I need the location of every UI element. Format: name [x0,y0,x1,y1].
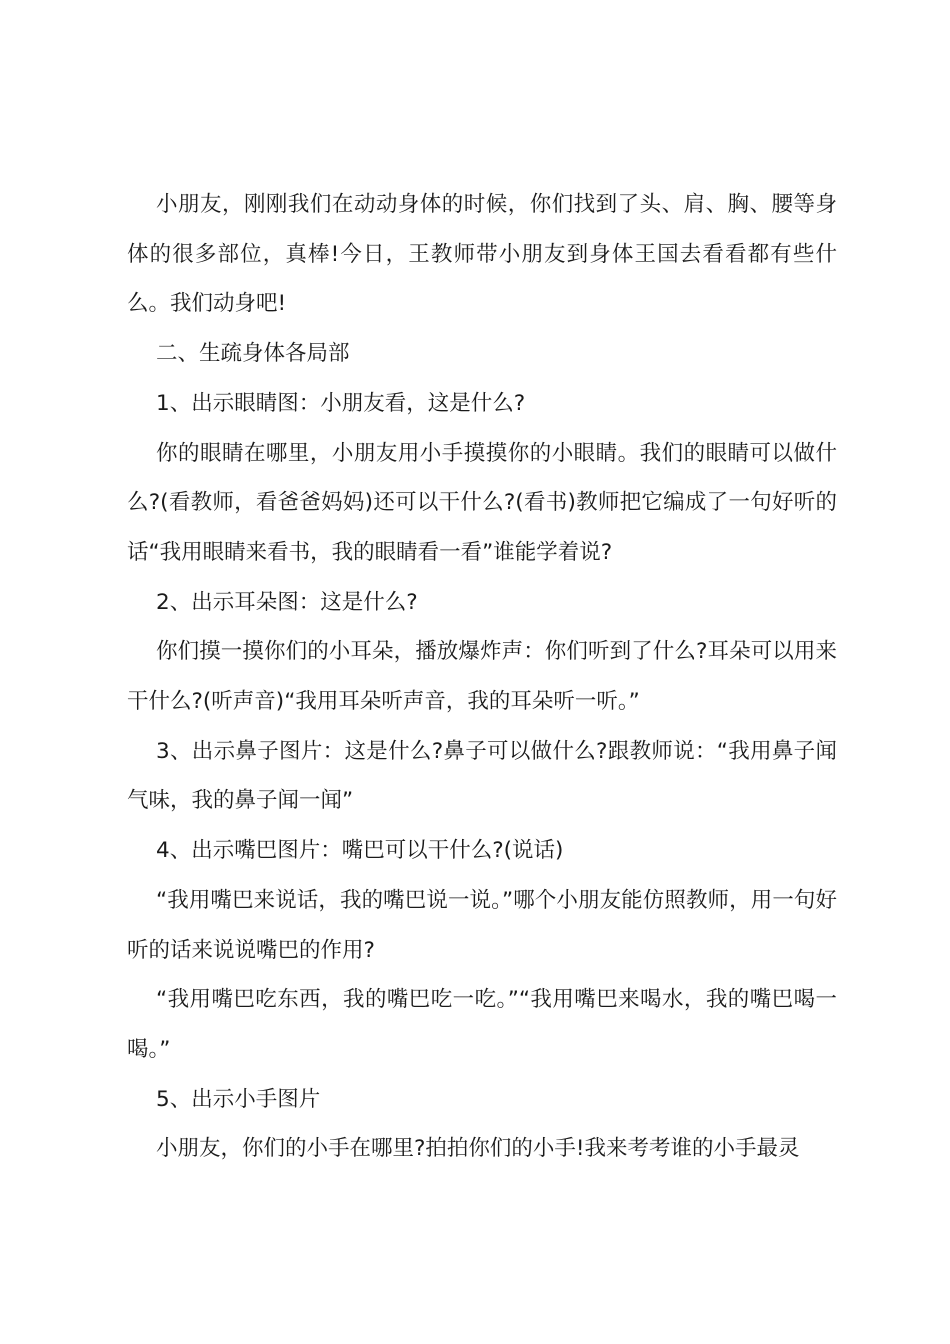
paragraph-hands: 小朋友，你们的小手在哪里?拍拍你们的小手!我来考考谁的小手最灵 [156,1136,800,1162]
step-nose: 3、出示鼻子图片：这是什么?鼻子可以做什么?跟教师说：“我用鼻子闻气味，我的鼻子闻一闻” [127,738,837,814]
paragraph-ears: 你们摸一摸你们的小耳朵，播放爆炸声：你们听到了什么?耳朵可以用来干什么?(听声音)“我用耳朵听声音，我的耳朵听一听。” [127,639,837,715]
paragraph-mouth-speak: “我用嘴巴来说话，我的嘴巴说一说。”哪个小朋友能仿照教师，用一句好听的话来说说嘴巴的作用? [127,887,837,963]
section-heading: 二、生疏身体各局部 [156,341,350,367]
step-mouth-heading: 4、出示嘴巴图片：嘴巴可以干什么?(说话) [156,838,564,864]
paragraph-intro: 小朋友，刚刚我们在动动身体的时候，你们找到了头、肩、胸、腰等身体的很多部位，真棒!今日，王教师带小朋友到身体王国去看看都有些什么。我们动身吧! [127,192,837,317]
step-hands-heading: 5、出示小手图片 [156,1086,321,1112]
paragraph-eyes: 你的眼睛在哪里，小朋友用小手摸摸你的小眼睛。我们的眼睛可以做什么?(看教师，看爸爸妈妈)还可以干什么?(看书)教师把它编成了一句好听的话“我用眼睛来看书，我的眼睛看一看”谁能学着说? [127,440,837,565]
document-body [127,180,837,1174]
paragraph-mouth-eat: “我用嘴巴吃东西，我的嘴巴吃一吃。”“我用嘴巴来喝水，我的嘴巴喝一喝。” [127,987,837,1062]
step-ears-heading: 2、出示耳朵图：这是什么? [156,589,418,615]
step-eyes-heading: 1、出示眼睛图：小朋友看，这是什么? [156,390,526,416]
